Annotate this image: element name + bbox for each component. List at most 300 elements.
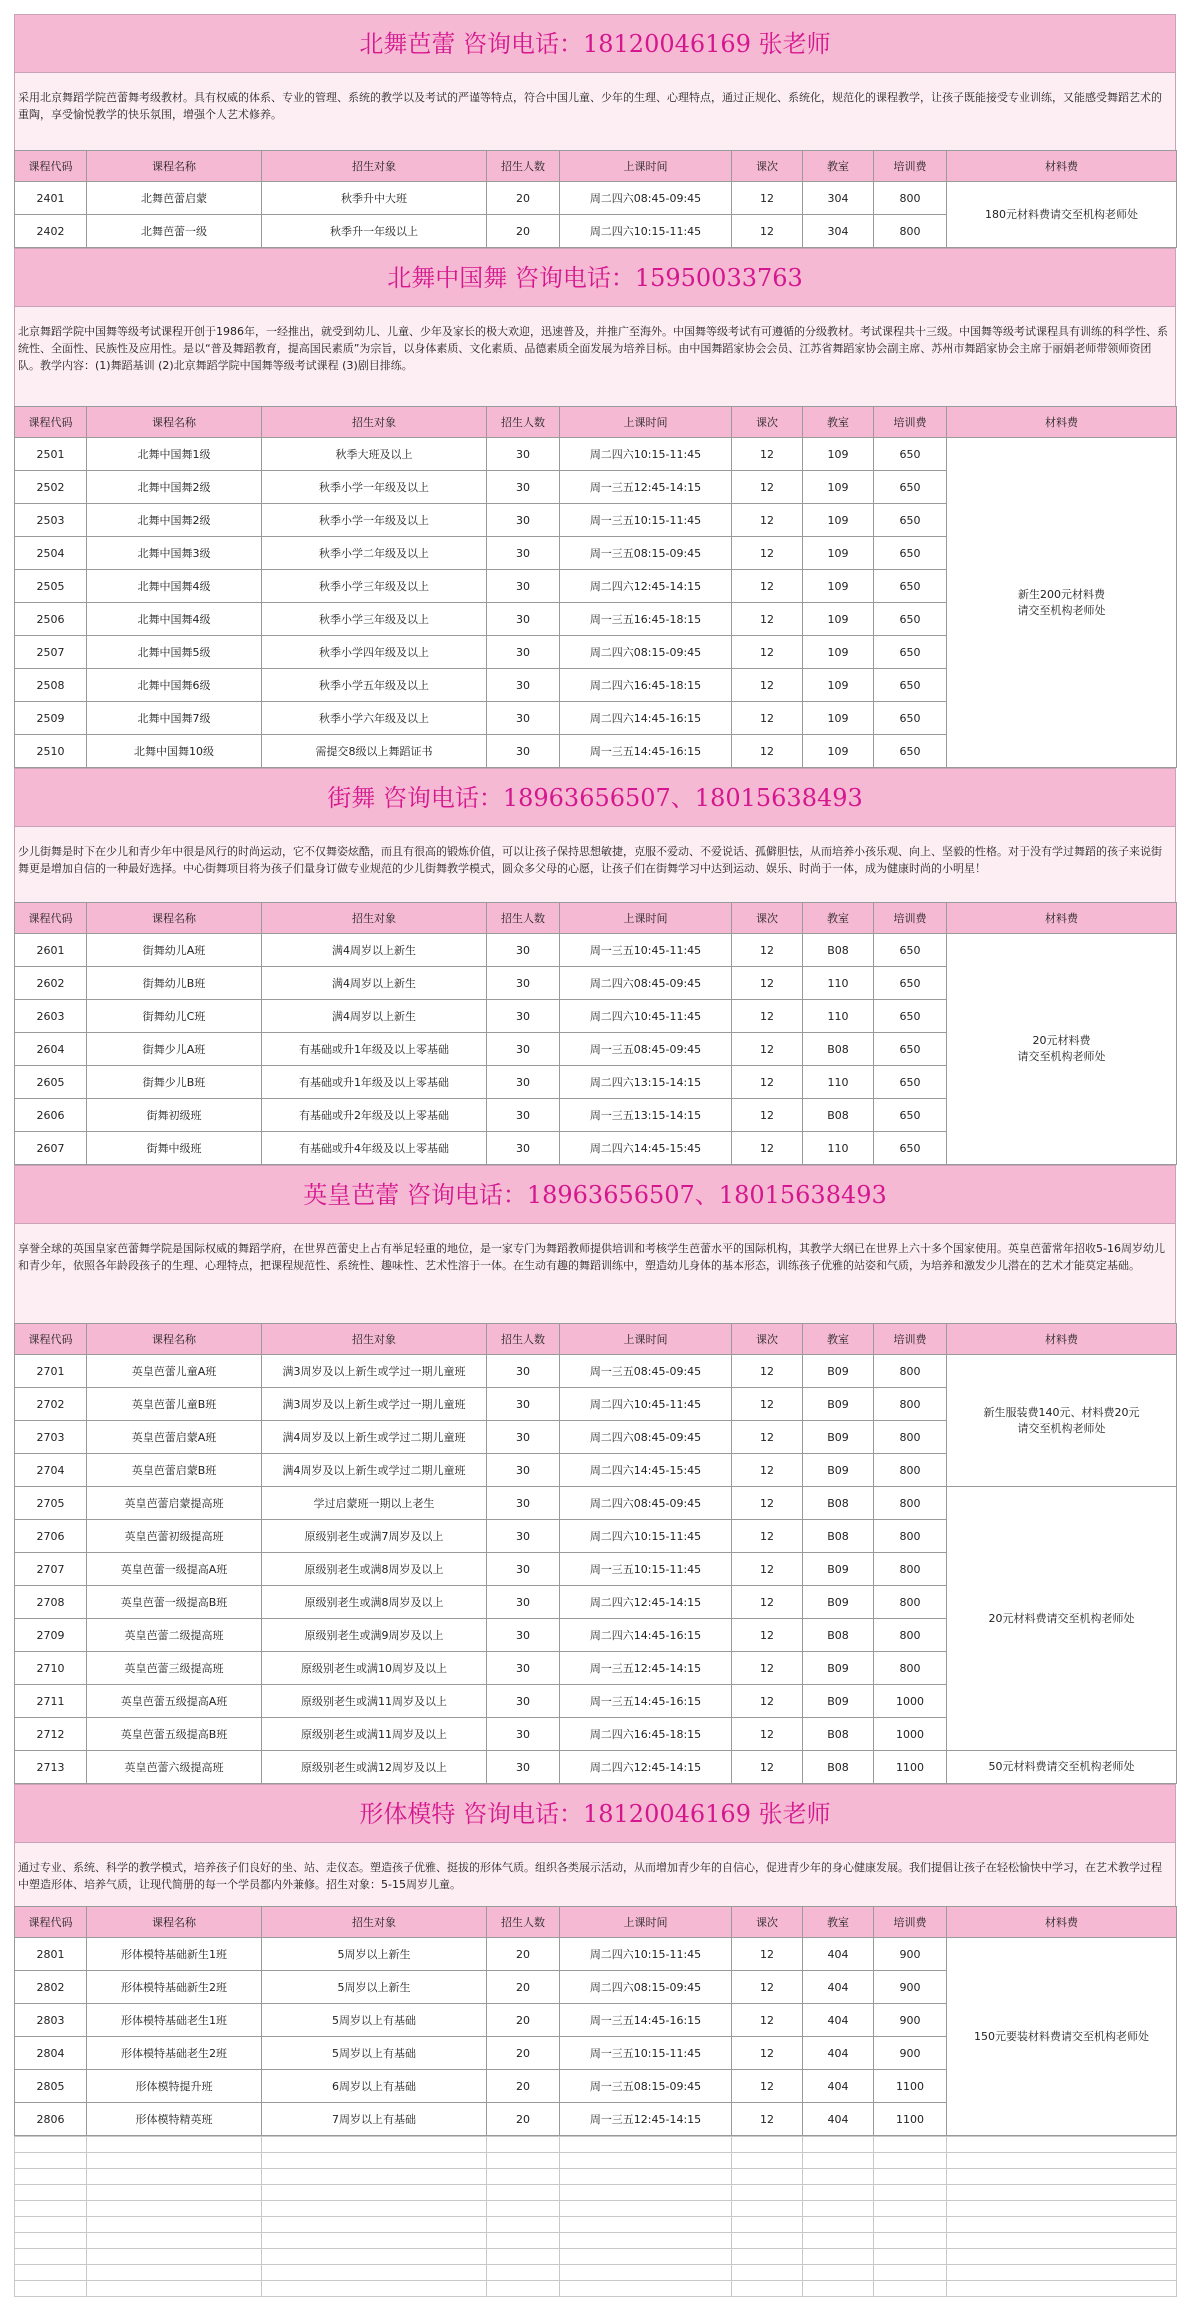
course-name-cell: 北舞芭蕾一级 [87,215,262,248]
course-code-cell: 2502 [15,471,87,504]
sessions-cell: 12 [732,1938,803,1971]
course-name-cell: 英皇芭蕾一级提高B班 [87,1586,262,1619]
enroll-count-cell: 30 [487,636,560,669]
fee-cell: 650 [874,1099,947,1132]
schedule-cell: 周一三五10:15-11:45 [560,2037,732,2070]
course-code-cell: 2806 [15,2103,87,2136]
room-cell: B09 [803,1586,874,1619]
target-cell: 7周岁以上有基础 [262,2103,487,2136]
empty-cell [15,2281,87,2297]
course-code-cell: 2601 [15,934,87,967]
course-name-cell: 街舞幼儿C班 [87,1000,262,1033]
fee-cell: 800 [874,1355,947,1388]
empty-cell [262,2201,487,2217]
column-header: 教室 [803,407,874,438]
section-title: 英皇芭蕾 咨询电话：18963656507、18015638493 [14,1165,1176,1223]
sessions-cell: 12 [732,504,803,537]
sessions-cell: 12 [732,182,803,215]
empty-cell [487,2217,560,2233]
empty-cell [947,2201,1177,2217]
course-name-cell: 北舞中国舞2级 [87,504,262,537]
table-row [15,934,1177,967]
empty-cell [947,2233,1177,2249]
column-header: 招生对象 [262,151,487,182]
fee-cell: 800 [874,1421,947,1454]
empty-row [15,2137,1177,2153]
room-cell: 109 [803,702,874,735]
empty-row [15,2185,1177,2201]
room-cell: B09 [803,1454,874,1487]
empty-cell [262,2137,487,2153]
column-header: 上课时间 [560,1324,732,1355]
sessions-cell: 12 [732,1718,803,1751]
sessions-cell: 12 [732,603,803,636]
schedule-cell: 周一三五08:15-09:45 [560,537,732,570]
sessions-cell: 12 [732,1000,803,1033]
schedule-cell: 周二四六08:45-09:45 [560,182,732,215]
header-row [15,1324,1177,1355]
target-cell: 原级别老生或满9周岁及以上 [262,1619,487,1652]
empty-cell [803,2169,874,2185]
target-cell: 秋季升中大班 [262,182,487,215]
empty-cell [15,2153,87,2169]
target-cell: 满3周岁及以上新生或学过一期儿童班 [262,1355,487,1388]
empty-cell [87,2153,262,2169]
schedule-cell: 周一三五08:15-09:45 [560,2070,732,2103]
schedule-cell: 周一三五14:45-16:15 [560,735,732,768]
schedule-cell: 周二四六08:15-09:45 [560,1971,732,2004]
header-row [15,1907,1177,1938]
fee-cell: 900 [874,2037,947,2070]
target-cell: 原级别老生或满11周岁及以上 [262,1718,487,1751]
course-name-cell: 英皇芭蕾六级提高班 [87,1751,262,1784]
empty-cell [560,2233,732,2249]
target-cell: 秋季小学六年级及以上 [262,702,487,735]
sessions-cell: 12 [732,1487,803,1520]
enroll-count-cell: 30 [487,1520,560,1553]
sessions-cell: 12 [732,1520,803,1553]
sessions-cell: 12 [732,2037,803,2070]
room-cell: 304 [803,182,874,215]
empty-cell [732,2249,803,2265]
course-name-cell: 英皇芭蕾三级提高班 [87,1652,262,1685]
enroll-count-cell: 20 [487,2037,560,2070]
section-description: 北京舞蹈学院中国舞等级考试课程开创于1986年，一经推出，就受到幼儿、儿童、少年及家长的极大欢迎，迅速普及，并推广至海外。中国舞等级考试有可遵循的分级教材。考试课程共十三级。中国舞等级考试课程具有训练的科学性、系统性、全面性、民族性及应用性。是以“普及舞蹈教育，提高国民素质”为宗旨，以身体素质、文化素质、品德素质全面发展为培养目标。由中国舞蹈家协会会员、江苏省舞蹈家协会副主席、苏州市舞蹈家协会主席于丽娟老师带领师资团队。教学内容：(1)舞蹈基训 (2)北京舞蹈学院中国舞等级考试课程 (3)剧目排练。 [14,306,1176,406]
room-cell: B09 [803,1553,874,1586]
course-code-cell: 2701 [15,1355,87,1388]
empty-cell [874,2201,947,2217]
schedule-cell: 周二四六16:45-18:15 [560,669,732,702]
empty-cell [732,2281,803,2297]
course-code-cell: 2711 [15,1685,87,1718]
sessions-cell: 12 [732,1685,803,1718]
header-row [15,151,1177,182]
course-code-cell: 2702 [15,1388,87,1421]
empty-cell [732,2201,803,2217]
target-cell: 满4周岁以上新生 [262,967,487,1000]
room-cell: B08 [803,934,874,967]
materials-fee-cell: 新生200元材料费 请交至机构老师处 [947,438,1177,768]
course-code-cell: 2713 [15,1751,87,1784]
fee-cell: 650 [874,967,947,1000]
empty-cell [262,2249,487,2265]
schedule-cell: 周二四六08:45-09:45 [560,1487,732,1520]
column-header: 课次 [732,1324,803,1355]
course-name-cell: 街舞中级班 [87,1132,262,1165]
course-code-cell: 2402 [15,215,87,248]
column-header: 材料费 [947,151,1177,182]
schedule-cell: 周一三五08:45-09:45 [560,1033,732,1066]
course-name-cell: 形体模特基础新生2班 [87,1971,262,2004]
table-row [15,1751,1177,1784]
empty-cell [87,2233,262,2249]
room-cell: B09 [803,1421,874,1454]
course-code-cell: 2607 [15,1132,87,1165]
course-name-cell: 北舞中国舞5级 [87,636,262,669]
target-cell: 5周岁以上新生 [262,1938,487,1971]
course-name-cell: 北舞中国舞10级 [87,735,262,768]
column-header: 课程名称 [87,407,262,438]
sessions-cell: 12 [732,1388,803,1421]
empty-cell [874,2169,947,2185]
course-table [14,1323,1177,1784]
section-title: 北舞中国舞 咨询电话：15950033763 [14,248,1176,306]
section-description: 享誉全球的英国皇家芭蕾舞学院是国际权威的舞蹈学府，在世界芭蕾史上占有举足轻重的地位，是一家专门为舞蹈教师提供培训和考核学生芭蕾水平的国际机构，其教学大纲已在世界上六十多个国家使用。英皇芭蕾常年招收5-16周岁幼儿和青少年，依照各年龄段孩子的生理、心理特点，把课程规范性、系统性、趣味性、艺术性溶于一体。在生动有趣的舞蹈训练中，塑造幼儿身体的基本形态，训练孩子优雅的站姿和气质，为培养和激发少儿潜在的艺术才能莫定基础。 [14,1223,1176,1323]
fee-cell: 1100 [874,2070,947,2103]
enroll-count-cell: 30 [487,1718,560,1751]
empty-cell [15,2201,87,2217]
course-code-cell: 2710 [15,1652,87,1685]
target-cell: 秋季小学一年级及以上 [262,471,487,504]
enroll-count-cell: 30 [487,1487,560,1520]
column-header: 课次 [732,1907,803,1938]
room-cell: B08 [803,1033,874,1066]
fee-cell: 650 [874,669,947,702]
fee-cell: 800 [874,1487,947,1520]
course-name-cell: 街舞少儿B班 [87,1066,262,1099]
room-cell: 404 [803,2103,874,2136]
course-name-cell: 英皇芭蕾启蒙A班 [87,1421,262,1454]
empty-cell [732,2185,803,2201]
column-header: 招生对象 [262,1324,487,1355]
table-row [15,182,1177,215]
course-name-cell: 形体模特基础新生1班 [87,1938,262,1971]
empty-row [15,2169,1177,2185]
empty-cell [560,2185,732,2201]
section-title: 形体模特 咨询电话：18120046169 张老师 [14,1784,1176,1842]
course-code-cell: 2801 [15,1938,87,1971]
course-name-cell: 街舞初级班 [87,1099,262,1132]
empty-cell [947,2137,1177,2153]
column-header: 课程代码 [15,407,87,438]
fee-cell: 650 [874,735,947,768]
room-cell: 109 [803,669,874,702]
course-name-cell: 北舞中国舞2级 [87,471,262,504]
fee-cell: 800 [874,1454,947,1487]
sessions-cell: 12 [732,1421,803,1454]
empty-cell [87,2201,262,2217]
target-cell: 学过启蒙班一期以上老生 [262,1487,487,1520]
enroll-count-cell: 30 [487,669,560,702]
empty-cell [874,2137,947,2153]
empty-cell [874,2281,947,2297]
empty-cell [947,2153,1177,2169]
course-code-cell: 2506 [15,603,87,636]
course-name-cell: 形体模特基础老生1班 [87,2004,262,2037]
fee-cell: 650 [874,438,947,471]
target-cell: 秋季小学三年级及以上 [262,603,487,636]
materials-fee-cell: 新生服装费140元、材料费20元 请交至机构老师处 [947,1355,1177,1487]
column-header: 招生对象 [262,1907,487,1938]
course-code-cell: 2604 [15,1033,87,1066]
column-header: 招生人数 [487,151,560,182]
course-code-cell: 2504 [15,537,87,570]
course-name-cell: 英皇芭蕾启蒙提高班 [87,1487,262,1520]
room-cell: 110 [803,967,874,1000]
empty-row [15,2233,1177,2249]
empty-cell [487,2137,560,2153]
enroll-count-cell: 30 [487,1454,560,1487]
table-row [15,1938,1177,1971]
empty-cell [874,2217,947,2233]
enroll-count-cell: 20 [487,1971,560,2004]
empty-cell [803,2153,874,2169]
empty-cell [262,2217,487,2233]
fee-cell: 650 [874,603,947,636]
header-row [15,903,1177,934]
materials-fee-cell: 20元材料费 请交至机构老师处 [947,934,1177,1165]
column-header: 教室 [803,1324,874,1355]
enroll-count-cell: 20 [487,2103,560,2136]
empty-cell [803,2281,874,2297]
room-cell: 404 [803,1938,874,1971]
sessions-cell: 12 [732,1033,803,1066]
course-code-cell: 2705 [15,1487,87,1520]
sessions-cell: 12 [732,1553,803,1586]
sessions-cell: 12 [732,215,803,248]
room-cell: B08 [803,1099,874,1132]
column-header: 上课时间 [560,903,732,934]
fee-cell: 650 [874,570,947,603]
room-cell: 109 [803,735,874,768]
course-code-cell: 2803 [15,2004,87,2037]
course-code-cell: 2606 [15,1099,87,1132]
course-code-cell: 2605 [15,1066,87,1099]
course-name-cell: 英皇芭蕾一级提高A班 [87,1553,262,1586]
course-name-cell: 街舞少儿A班 [87,1033,262,1066]
course-code-cell: 2602 [15,967,87,1000]
fee-cell: 650 [874,537,947,570]
column-header: 课程名称 [87,1907,262,1938]
target-cell: 原级别老生或满8周岁及以上 [262,1586,487,1619]
schedule-cell: 周一三五14:45-16:15 [560,1685,732,1718]
empty-cell [487,2185,560,2201]
course-name-cell: 形体模特基础老生2班 [87,2037,262,2070]
sessions-cell: 12 [732,934,803,967]
room-cell: 109 [803,438,874,471]
fee-cell: 650 [874,702,947,735]
column-header: 课次 [732,903,803,934]
room-cell: 109 [803,603,874,636]
column-header: 材料费 [947,1907,1177,1938]
fee-cell: 1100 [874,1751,947,1784]
empty-cell [262,2281,487,2297]
column-header: 课程名称 [87,903,262,934]
fee-cell: 800 [874,182,947,215]
header-row [15,407,1177,438]
schedule-cell: 周二四六12:45-14:15 [560,1586,732,1619]
course-code-cell: 2805 [15,2070,87,2103]
enroll-count-cell: 30 [487,1421,560,1454]
target-cell: 有基础或升1年级及以上零基础 [262,1033,487,1066]
course-table [14,1906,1177,2136]
room-cell: 109 [803,636,874,669]
fee-cell: 650 [874,504,947,537]
fee-cell: 650 [874,934,947,967]
course-code-cell: 2703 [15,1421,87,1454]
column-header: 材料费 [947,1324,1177,1355]
empty-cell [560,2217,732,2233]
enroll-count-cell: 30 [487,570,560,603]
schedule-cell: 周二四六14:45-15:45 [560,1454,732,1487]
course-name-cell: 形体模特提升班 [87,2070,262,2103]
enroll-count-cell: 30 [487,702,560,735]
fee-cell: 1100 [874,2103,947,2136]
empty-cell [487,2233,560,2249]
empty-cell [803,2201,874,2217]
column-header: 课程名称 [87,151,262,182]
fee-cell: 650 [874,1033,947,1066]
empty-row [15,2217,1177,2233]
empty-cell [487,2153,560,2169]
table-row [15,1355,1177,1388]
empty-cell [947,2281,1177,2297]
course-name-cell: 北舞中国舞4级 [87,603,262,636]
course-name-cell: 北舞中国舞1级 [87,438,262,471]
course-code-cell: 2706 [15,1520,87,1553]
empty-cell [487,2281,560,2297]
target-cell: 秋季小学四年级及以上 [262,636,487,669]
empty-cell [947,2185,1177,2201]
room-cell: B09 [803,1355,874,1388]
sessions-cell: 12 [732,2070,803,2103]
fee-cell: 800 [874,1388,947,1421]
empty-cell [874,2233,947,2249]
target-cell: 5周岁以上有基础 [262,2037,487,2070]
empty-cell [803,2137,874,2153]
fee-cell: 800 [874,215,947,248]
course-code-cell: 2507 [15,636,87,669]
course-code-cell: 2509 [15,702,87,735]
materials-fee-cell: 50元材料费请交至机构老师处 [947,1751,1177,1784]
empty-row [15,2201,1177,2217]
course-code-cell: 2704 [15,1454,87,1487]
empty-row [15,2281,1177,2297]
course-code-cell: 2802 [15,1971,87,2004]
column-header: 课程代码 [15,903,87,934]
enroll-count-cell: 20 [487,2004,560,2037]
sessions-cell: 12 [732,636,803,669]
empty-cell [803,2217,874,2233]
sessions-cell: 12 [732,537,803,570]
room-cell: 109 [803,504,874,537]
schedule-cell: 周二四六14:45-16:15 [560,1619,732,1652]
enroll-count-cell: 30 [487,1388,560,1421]
target-cell: 有基础或升2年级及以上零基础 [262,1099,487,1132]
enroll-count-cell: 30 [487,735,560,768]
schedule-cell: 周二四六14:45-15:45 [560,1132,732,1165]
course-name-cell: 英皇芭蕾五级提高B班 [87,1718,262,1751]
course-name-cell: 北舞中国舞3级 [87,537,262,570]
schedule-cell: 周二四六08:45-09:45 [560,1421,732,1454]
empty-cell [874,2153,947,2169]
schedule-cell: 周一三五12:45-14:15 [560,2103,732,2136]
schedule-cell: 周一三五10:15-11:45 [560,504,732,537]
room-cell: 404 [803,2004,874,2037]
column-header: 教室 [803,903,874,934]
empty-cell [732,2233,803,2249]
materials-fee-cell: 180元材料费请交至机构老师处 [947,182,1177,248]
schedule-cell: 周二四六10:15-11:45 [560,1938,732,1971]
schedule-cell: 周二四六10:15-11:45 [560,215,732,248]
column-header: 课程代码 [15,1907,87,1938]
schedule-cell: 周二四六14:45-16:15 [560,702,732,735]
schedule-cell: 周一三五08:45-09:45 [560,1355,732,1388]
empty-cell [947,2169,1177,2185]
schedule-cell: 周二四六10:15-11:45 [560,438,732,471]
course-name-cell: 英皇芭蕾二级提高班 [87,1619,262,1652]
schedule-cell: 周一三五14:45-16:15 [560,2004,732,2037]
column-header: 招生人数 [487,407,560,438]
target-cell: 秋季小学三年级及以上 [262,570,487,603]
room-cell: B08 [803,1619,874,1652]
fee-cell: 900 [874,2004,947,2037]
empty-cell [15,2249,87,2265]
empty-cell [732,2169,803,2185]
target-cell: 满4周岁以上新生 [262,934,487,967]
empty-cell [87,2281,262,2297]
course-name-cell: 北舞中国舞7级 [87,702,262,735]
course-name-cell: 形体模特精英班 [87,2103,262,2136]
room-cell: 404 [803,2037,874,2070]
fee-cell: 800 [874,1520,947,1553]
table-row [15,438,1177,471]
empty-cell [262,2153,487,2169]
empty-cell [87,2185,262,2201]
column-header: 课程代码 [15,151,87,182]
empty-cell [87,2169,262,2185]
course-name-cell: 英皇芭蕾儿童A班 [87,1355,262,1388]
room-cell: B08 [803,1487,874,1520]
enroll-count-cell: 30 [487,1751,560,1784]
course-code-cell: 2401 [15,182,87,215]
target-cell: 5周岁以上新生 [262,1971,487,2004]
empty-cell [803,2233,874,2249]
fee-cell: 650 [874,1000,947,1033]
sessions-cell: 12 [732,570,803,603]
enroll-count-cell: 30 [487,967,560,1000]
room-cell: B08 [803,1718,874,1751]
empty-cell [15,2169,87,2185]
sessions-cell: 12 [732,2103,803,2136]
column-header: 课程代码 [15,1324,87,1355]
room-cell: 109 [803,471,874,504]
column-header: 材料费 [947,407,1177,438]
target-cell: 秋季大班及以上 [262,438,487,471]
sessions-cell: 12 [732,2004,803,2037]
target-cell: 满4周岁以上新生 [262,1000,487,1033]
course-table [14,150,1177,248]
